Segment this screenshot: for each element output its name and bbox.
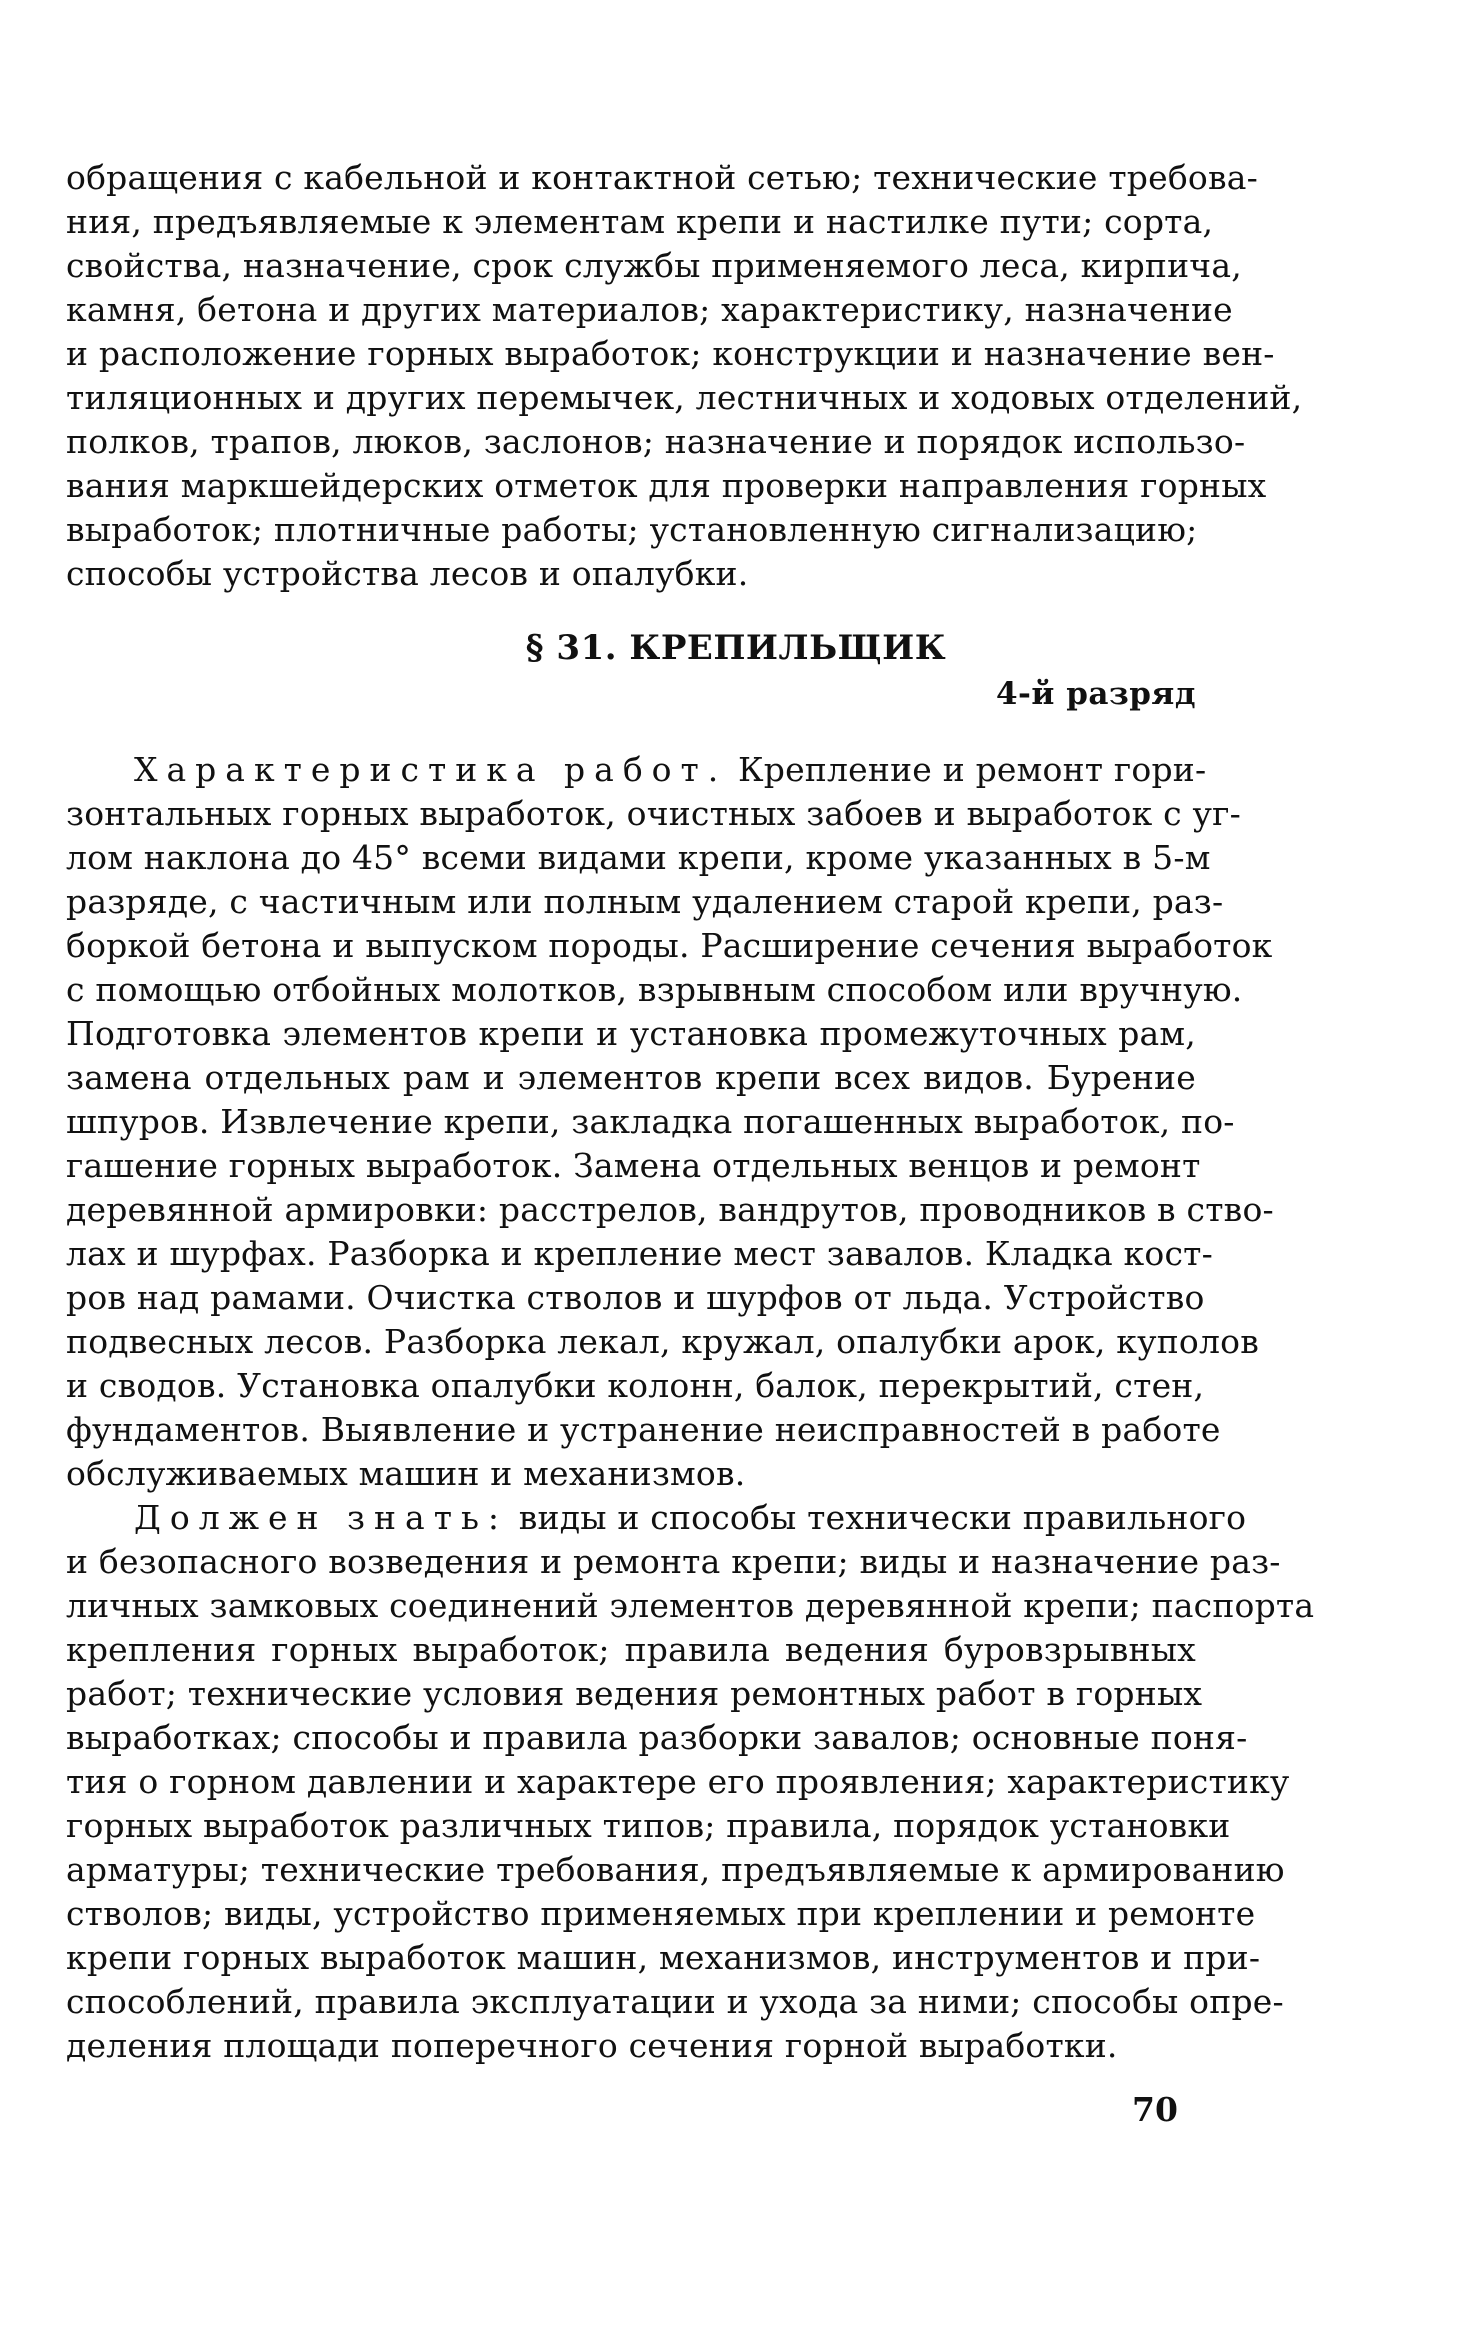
section-heading: § 31. КРЕПИЛЬЩИК — [525, 628, 947, 668]
text-line: гашение горных выработок. Замена отдельных венцов и ремонт — [66, 1146, 1201, 1185]
text-line: и расположение горных выработок; конструкции и назначение вен- — [66, 334, 1275, 373]
paragraph-first-line — [134, 1496, 1247, 1540]
text-line: шпуров. Извлечение крепи, закладка погашенных выработок, по- — [66, 1102, 1235, 1141]
text-line: боркой бетона и выпуском породы. Расширение сечения выработок — [66, 926, 1273, 965]
text-line: ров над рамами. Очистка стволов и шурфов от льда. Устройство — [66, 1278, 1205, 1317]
text-line: выработок; плотничные работы; установленную сигнализацию; — [66, 510, 1198, 549]
text-line: лах и шурфах. Разборка и крепление мест завалов. Кладка кост- — [66, 1234, 1213, 1273]
text-line: и сводов. Установка опалубки колонн, балок, перекрытий, стен, — [66, 1366, 1205, 1405]
must-know-first-line-text: виды и способы технически правильного — [508, 1498, 1247, 1537]
text-line: обращения с кабельной и контактной сетью; технические требова- — [66, 158, 1258, 197]
text-line: арматуры; технические требования, предъявляемые к армированию — [66, 1850, 1285, 1889]
text-line: обслуживаемых машин и механизмов. — [66, 1454, 746, 1493]
text-line: ния, предъявляемые к элементам крепи и настилке пути; сорта, — [66, 202, 1214, 241]
text-line: полков, трапов, люков, заслонов; назначение и порядок использо- — [66, 422, 1246, 461]
grade-label: 4-й разряд — [995, 676, 1196, 712]
text-line: работ; технические условия ведения ремонтных работ в горных — [66, 1674, 1203, 1713]
text-line: стволов; виды, устройство применяемых при креплении и ремонте — [66, 1894, 1256, 1933]
text-line: вания маркшейдерских отметок для проверки направления горных — [66, 466, 1267, 505]
text-line: свойства, назначение, срок службы применяемого леса, кирпича, — [66, 246, 1242, 285]
page-number: 70 — [1132, 2090, 1178, 2129]
text-line: зонтальных горных выработок, очистных забоев и выработок с уг- — [66, 794, 1241, 833]
text-line: способы устройства лесов и опалубки. — [66, 554, 749, 593]
text-line: личных замковых соединений элементов деревянной крепи; паспорта — [66, 1586, 1315, 1625]
text-line: Подготовка элементов крепи и установка промежуточных рам, — [66, 1014, 1196, 1053]
text-line: и безопасного возведения и ремонта крепи; виды и назначение раз- — [66, 1542, 1281, 1581]
text-line: крепления горных выработок; правила ведения буровзрывных — [66, 1630, 1196, 1669]
characteristic-label: Характеристика работ. — [134, 750, 728, 789]
text-line: тиляционных и других перемычек, лестничных и ходовых отделений, — [66, 378, 1303, 417]
text-line: деревянной армировки: расстрелов, вандрутов, проводников в ство- — [66, 1190, 1274, 1229]
characteristic-first-line-text: Крепление и ремонт гори- — [727, 750, 1207, 789]
text-line: подвесных лесов. Разборка лекал, кружал, опалубки арок, куполов — [66, 1322, 1260, 1361]
text-line: камня, бетона и других материалов; характеристику, назначение — [66, 290, 1233, 329]
text-line: деления площади поперечного сечения горной выработки. — [66, 2026, 1118, 2065]
must-know-label: Должен знать: — [134, 1498, 509, 1537]
text-line: горных выработок различных типов; правила, порядок установки — [66, 1806, 1231, 1845]
paragraph-first-line — [134, 748, 1207, 792]
text-line: разряде, с частичным или полным удалением старой крепи, раз- — [66, 882, 1224, 921]
text-line: лом наклона до 45° всеми видами крепи, кроме указанных в 5-м — [66, 838, 1211, 877]
text-line: выработках; способы и правила разборки завалов; основные поня- — [66, 1718, 1248, 1757]
text-line: с помощью отбойных молотков, взрывным способом или вручную. — [66, 970, 1243, 1009]
text-line: способлений, правила эксплуатации и ухода за ними; способы опре- — [66, 1982, 1284, 2021]
text-line: крепи горных выработок машин, механизмов, инструментов и при- — [66, 1938, 1261, 1977]
text-line: тия о горном давлении и характере его проявления; характеристику — [66, 1762, 1290, 1801]
text-line: фундаментов. Выявление и устранение неисправностей в работе — [66, 1410, 1221, 1449]
text-line: замена отдельных рам и элементов крепи всех видов. Бурение — [66, 1058, 1196, 1097]
